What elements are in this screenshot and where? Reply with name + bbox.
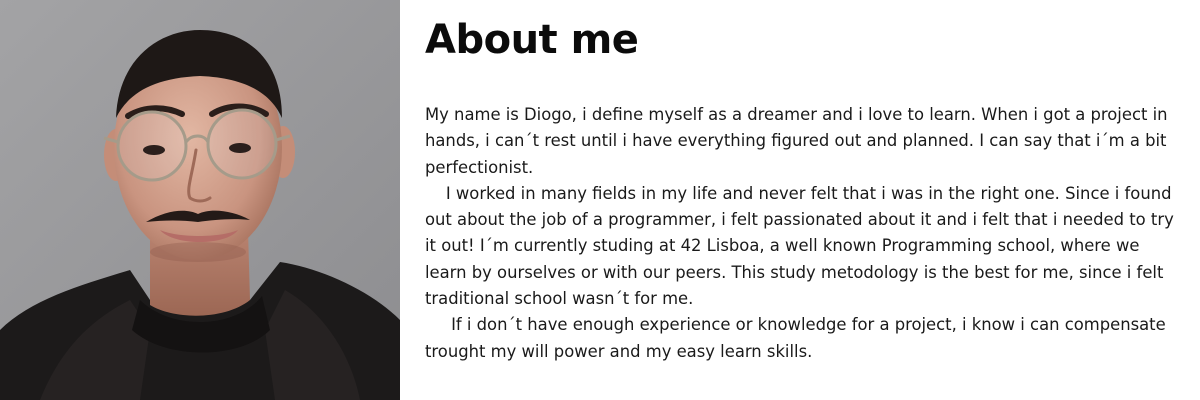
bio-paragraph: I worked in many fields in my life and never felt that i was in the right one. Since i found out about the job of a programmer, i felt passionated about it and i felt that i needed to try it out! I´m currently studing at 42 Lisboa, a well known Programming school, where we learn by ourselves or with our peers. This study metodology is the best for me, since i felt traditional school wasn´t for me. — [425, 183, 1179, 309]
bio-paragraph: If i don´t have enough experience or knowledge for a project, i know i can compensate trought my will power and my easy learn skills. — [425, 315, 1171, 361]
bio-paragraph: My name is Diogo, i define myself as a dreamer and i love to learn. When i got a project in hands, i can´t rest until i have everything figured out and planned. I can say that i´m a bit perfectionist. — [425, 105, 1173, 177]
profile-photo — [0, 0, 400, 400]
page-title: About me — [425, 17, 639, 63]
portrait-illustration — [0, 0, 400, 400]
bio-text — [425, 102, 1185, 365]
